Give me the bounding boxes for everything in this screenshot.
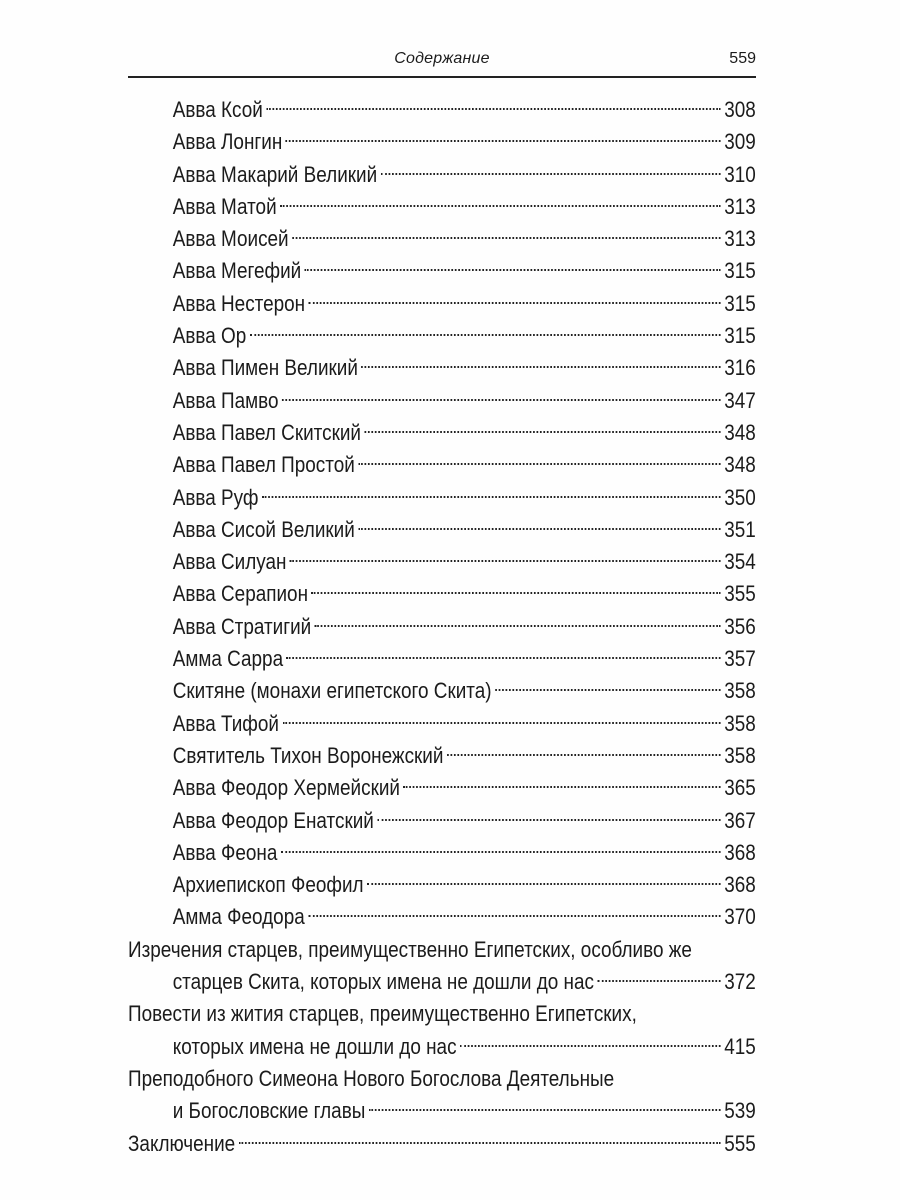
toc-entry [128, 611, 756, 643]
dot-leader [447, 754, 721, 756]
dot-leader [367, 883, 721, 885]
toc-entry [128, 482, 756, 514]
toc-conclusion-label: Заключение [128, 1130, 236, 1156]
toc-entry-page: 316 [724, 355, 756, 381]
toc-entry-page: 308 [724, 97, 756, 122]
toc-entry [128, 772, 756, 804]
toc-entry-page: 348 [724, 419, 756, 445]
toc-entry [128, 223, 756, 255]
toc-entry-page: 356 [724, 613, 756, 639]
toc-section-line2 [128, 1031, 756, 1063]
toc-entry-label: Амма Феодора [172, 904, 305, 930]
toc-entry [128, 352, 756, 384]
toc-entry [128, 320, 756, 352]
toc-entry-page: 370 [724, 904, 756, 930]
toc-entry-page: 315 [724, 258, 756, 284]
toc-entry-page: 347 [724, 387, 756, 413]
toc-entry-label: Авва Мегефий [172, 258, 302, 284]
toc-section-title: Изречения старцев, преимущественно Египетских, особливо же [128, 936, 692, 962]
dot-leader [286, 140, 721, 142]
dot-leader [381, 173, 721, 175]
toc-entry-page: 367 [724, 807, 756, 833]
running-head [128, 46, 756, 78]
toc-entry-label: Авва Пимен Великий [172, 355, 358, 381]
toc-entry-label: Авва Ор [172, 323, 247, 349]
page-number: 559 [729, 50, 756, 67]
toc-section-title-cont: которых имена не дошли до нас [172, 1033, 457, 1059]
dot-leader [358, 463, 721, 465]
dot-leader [369, 1109, 721, 1111]
dot-leader [250, 334, 721, 336]
toc-entry-page: 368 [724, 839, 756, 865]
toc-entry-label: Авва Павел Простой [172, 452, 355, 478]
dot-leader [287, 657, 721, 659]
dot-leader [377, 819, 720, 821]
dot-leader [308, 915, 721, 917]
toc-entry [128, 578, 756, 610]
toc-entry-page: 315 [724, 323, 756, 349]
toc-entry-page: 351 [724, 516, 756, 542]
toc-entry-page: 348 [724, 452, 756, 478]
toc-entry [128, 417, 756, 449]
toc-section-title: Повести из жития старцев, преимущественно Египетских, [128, 1001, 637, 1027]
toc-entry [128, 708, 756, 740]
toc-section-title: Преподобного Симеона Нового Богослова Деятельные [128, 1065, 615, 1091]
toc-section-line1 [128, 1063, 756, 1095]
toc-section-title-cont: старцев Скита, которых имена не дошли до нас [172, 969, 594, 995]
toc-entry-label: Авва Феодор Хермейский [172, 775, 401, 801]
toc-entry [128, 191, 756, 223]
toc-entry-page: 315 [724, 290, 756, 316]
toc-entry [128, 94, 756, 126]
toc-entry [128, 901, 756, 933]
toc-entry-label: Скитяне (монахи египетского Скита) [172, 678, 492, 704]
dot-leader [361, 366, 720, 368]
dot-leader [239, 1142, 721, 1144]
dot-leader [597, 980, 720, 982]
toc-entry [128, 385, 756, 417]
toc-entry [128, 837, 756, 869]
toc-entry-page: 368 [724, 872, 756, 898]
toc-section-line2 [128, 1095, 756, 1127]
dot-leader [309, 302, 721, 304]
dot-leader [495, 689, 721, 691]
dot-leader [460, 1045, 721, 1047]
toc-section-title-cont: и Богословские главы [172, 1098, 366, 1124]
toc-entry [128, 126, 756, 158]
dot-leader [305, 269, 721, 271]
toc-entry-label: Авва Макарий Великий [172, 161, 378, 187]
toc-entry-label: Авва Стратигий [172, 613, 312, 639]
toc-entry-label: Авва Памво [172, 387, 279, 413]
toc-entry-label: Авва Феодор Енатский [172, 807, 374, 833]
toc-entry [128, 546, 756, 578]
dot-leader [364, 431, 720, 433]
toc-entry-page: 358 [724, 710, 756, 736]
toc-entry-page: 357 [724, 646, 756, 672]
dot-leader [280, 205, 721, 207]
toc-entry-label: Авва Нестерон [172, 290, 306, 316]
toc-entry [128, 740, 756, 772]
toc-entry-page: 350 [724, 484, 756, 510]
toc-entry-label: Святитель Тихон Воронежский [172, 742, 444, 768]
toc-entry-label: Авва Ксой [172, 97, 263, 122]
toc-entry [128, 255, 756, 287]
toc-entry-label: Авва Сисой Великий [172, 516, 355, 542]
toc-conclusion-page: 555 [724, 1130, 756, 1156]
toc-entry [128, 675, 756, 707]
toc-section-line1 [128, 934, 756, 966]
toc-entry-page: 354 [724, 549, 756, 575]
toc-entry-label: Авва Павел Скитский [172, 419, 362, 445]
toc-entry [128, 449, 756, 481]
toc-section-line1 [128, 998, 756, 1030]
toc-entry-label: Архиепископ Феофил [172, 872, 364, 898]
toc-entry-page: 313 [724, 226, 756, 252]
running-title: Содержание [394, 50, 490, 67]
dot-leader [266, 108, 721, 110]
toc-entry-label: Авва Тифой [172, 710, 279, 736]
toc-section-page: 415 [724, 1033, 756, 1059]
toc-entry-label: Авва Моисей [172, 226, 289, 252]
toc-section-page: 539 [724, 1098, 756, 1124]
toc-conclusion [128, 1128, 756, 1160]
dot-leader [358, 528, 721, 530]
toc-entry [128, 869, 756, 901]
table-of-contents [128, 94, 756, 1160]
toc-entry-label: Авва Матой [172, 193, 277, 219]
dot-leader [282, 399, 721, 401]
toc-entry-page: 313 [724, 193, 756, 219]
toc-entry-page: 365 [724, 775, 756, 801]
dot-leader [282, 722, 720, 724]
dot-leader [315, 625, 721, 627]
toc-entry-label: Авва Силуан [172, 549, 287, 575]
toc-entry-page: 358 [724, 742, 756, 768]
toc-entry [128, 643, 756, 675]
toc-entry-label: Авва Лонгин [172, 129, 283, 155]
toc-entry [128, 514, 756, 546]
toc-entry-label: Амма Сарра [172, 646, 284, 672]
toc-entry-label: Авва Серапион [172, 581, 309, 607]
dot-leader [290, 560, 721, 562]
toc-entry [128, 805, 756, 837]
toc-section-page: 372 [724, 969, 756, 995]
dot-leader [311, 592, 720, 594]
toc-section-line2 [128, 966, 756, 998]
dot-leader [262, 496, 721, 498]
dot-leader [403, 786, 720, 788]
dot-leader [292, 237, 721, 239]
toc-entry-page: 355 [724, 581, 756, 607]
toc-entry-page: 358 [724, 678, 756, 704]
toc-entry-page: 310 [724, 161, 756, 187]
toc-entry-label: Авва Феона [172, 839, 278, 865]
dot-leader [281, 851, 721, 853]
toc-entry-page: 309 [724, 129, 756, 155]
toc-entry [128, 159, 756, 191]
toc-entry-label: Авва Руф [172, 484, 259, 510]
toc-entry [128, 288, 756, 320]
